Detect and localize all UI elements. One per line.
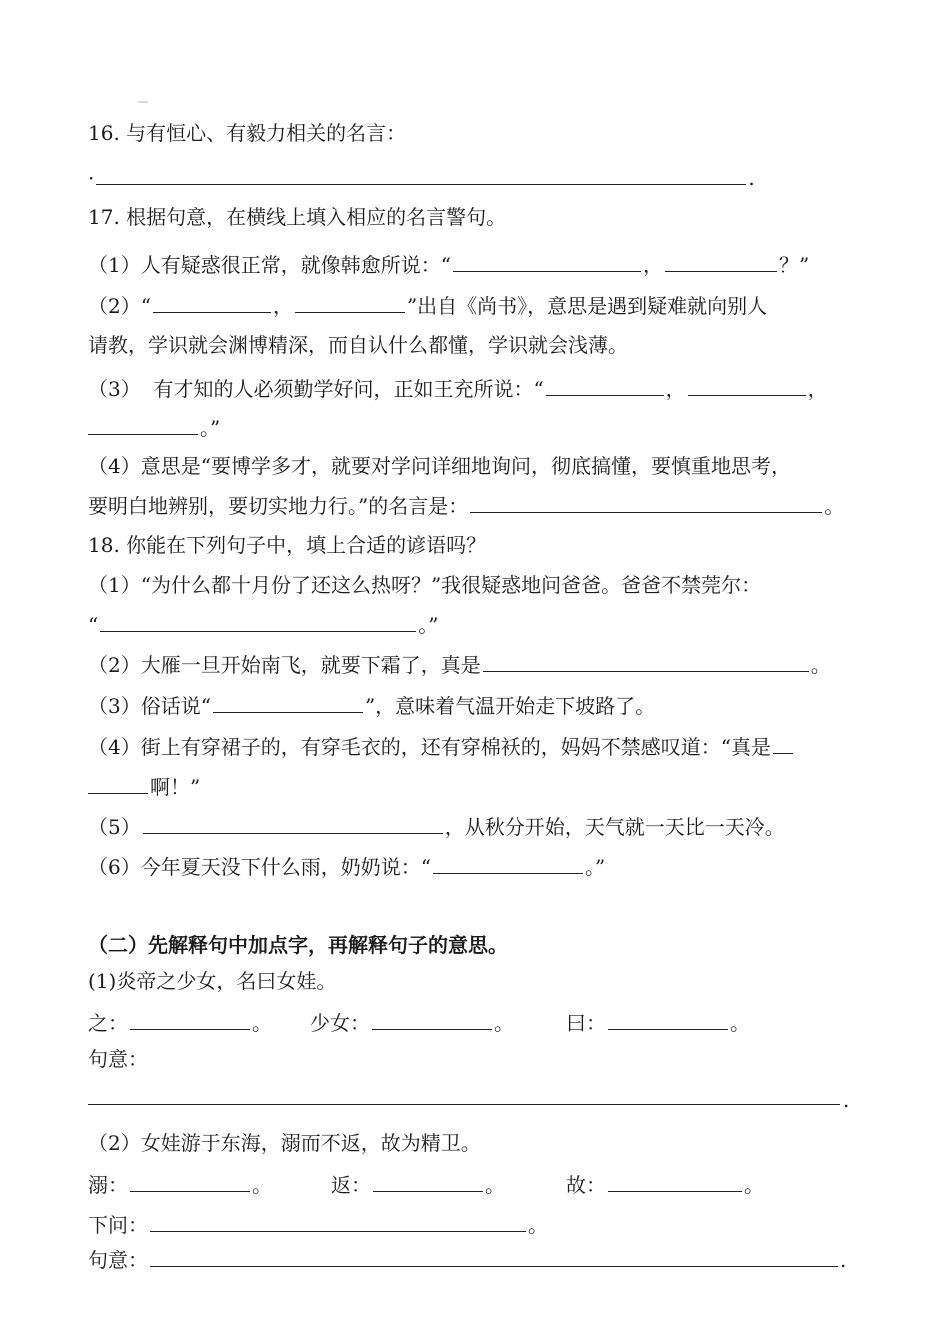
q17-p2-mid: ， (272, 294, 293, 318)
q18-p1-post: 。” (418, 613, 439, 637)
q18-p3 (88, 690, 890, 721)
q17-p3 (88, 373, 890, 404)
s2-word-end: 。 (485, 1173, 505, 1197)
s2-meaning-blank[interactable] (150, 1244, 838, 1267)
s2-word-label: 故： (566, 1173, 606, 1197)
s2-meaning-end: . (840, 1248, 847, 1272)
q18-p2-blank[interactable] (483, 649, 809, 672)
q17-p1-mid: ， (642, 253, 663, 277)
s1-meaning-blank[interactable] (88, 1104, 840, 1105)
s1-word-label: 之： (88, 1011, 128, 1035)
s1-word-blank[interactable] (372, 1007, 492, 1030)
q17-p2-blank-2[interactable] (295, 290, 405, 313)
s1-word-end: 。 (494, 1011, 514, 1035)
section2-title: （二）先解释句中加点字，再解释句子的意思。 (88, 933, 508, 957)
q16-tail: . (748, 166, 755, 190)
q18-p4-line2 (88, 771, 890, 802)
q17-p3-line2-post: 。” (200, 416, 221, 440)
s1-meaning-label: 句意： (88, 1047, 148, 1071)
s2-question-blank[interactable] (150, 1209, 526, 1232)
s2-word-blank[interactable] (130, 1169, 250, 1192)
q18-p5-post: ，从秋分开始，天气就一天比一天冷。 (444, 815, 785, 839)
q16-title: 16. 与有恒心、有毅力相关的名言： (88, 121, 407, 145)
s2-word-end: 。 (252, 1173, 272, 1197)
q17-p2-blank-1[interactable] (153, 290, 271, 313)
q18-p2-pre: （2）大雁一旦开始南飞，就要下霜了，真是 (88, 653, 481, 677)
q17-p2-post: ”出自《尚书》，意思是遇到疑难就向别人 (406, 294, 768, 318)
q17-p1-post: ？” (778, 253, 810, 277)
q18-p3-blank[interactable] (213, 690, 363, 713)
q18-p5 (88, 811, 890, 842)
q18-p6-blank[interactable] (433, 851, 583, 874)
s1-meaning-end: . (843, 1088, 850, 1112)
s2-question (88, 1209, 890, 1240)
s2-meaning (88, 1244, 890, 1275)
s2-word-label: 返： (331, 1173, 371, 1197)
q17-p1-blank-1[interactable] (453, 249, 641, 272)
q17-p3-line2 (88, 412, 890, 443)
q17-p2-pre: （2）“ (88, 294, 151, 318)
q18-p4-line2-post: 啊！” (150, 775, 201, 799)
q18-p4-blank-a[interactable] (773, 731, 793, 754)
q17-p3-mid: ， (665, 377, 686, 401)
q18-title: 18. 你能在下列句子中，填上合适的谚语吗？ (88, 533, 487, 557)
q18-p5-blank[interactable] (143, 811, 443, 834)
q18-p1: （1）“为什么都十月份了还这么热呀？”我很疑惑地问爸爸。爸爸不禁莞尔： (88, 573, 762, 597)
q17-p3-blank-1[interactable] (546, 373, 664, 396)
q17-p4-line2-pre: 要明白地辨别，要切实地力行。”的名言是： (88, 494, 469, 518)
q17-p1-pre: （1）人有疑惑很正常，就像韩愈所说：“ (88, 253, 451, 277)
s1-word-end: 。 (252, 1011, 272, 1035)
s2-sentence: （2）女娃游于东海，溺而不返，故为精卫。 (88, 1131, 481, 1155)
s2-meaning-label: 句意： (88, 1248, 148, 1272)
q18-p2 (88, 649, 890, 680)
q18-p3-post: ”，意味着气温开始走下坡路了。 (364, 694, 656, 718)
q17-p1-blank-2[interactable] (665, 249, 777, 272)
q18-p6-post: 。” (584, 855, 606, 879)
q17-p3-post: ， (807, 377, 828, 401)
q17-p4: （4）意思是“要博学多才，就要对学问详细地询问，彻底搞懂，要慎重地思考， (88, 454, 791, 478)
s1-word-label: 曰： (566, 1011, 606, 1035)
s2-question-label: 下问： (88, 1213, 148, 1237)
q17-p2 (88, 290, 890, 321)
q18-p4-blank-b[interactable] (88, 771, 148, 794)
s2-word-label: 溺： (88, 1173, 128, 1197)
q18-p2-post: 。 (810, 653, 831, 677)
scan-artifact (138, 101, 148, 103)
s1-word-blank[interactable] (130, 1007, 250, 1030)
q18-p6-pre: （6）今年夏天没下什么雨，奶奶说：“ (88, 855, 431, 879)
q16-answer-line (88, 162, 890, 193)
q17-title: 17. 根据句意，在横线上填入相应的名言警句。 (88, 205, 507, 229)
q18-p4-line1: （4）街上有穿裙子的，有穿毛衣的，还有穿棉袄的，妈妈不禁感叹道：“真是 (88, 735, 771, 759)
q17-p3-pre: （3） 有才知的人必须勤学好问，正如王充所说：“ (88, 377, 544, 401)
q18-p1-blank[interactable] (100, 609, 416, 632)
q18-p4 (88, 731, 890, 762)
q17-p3-blank-2[interactable] (688, 373, 806, 396)
s2-question-end: 。 (528, 1213, 548, 1237)
q17-p4-blank[interactable] (470, 490, 822, 513)
s2-word-blank[interactable] (608, 1169, 742, 1192)
s2-word-end: 。 (744, 1173, 764, 1197)
s1-word-end: 。 (730, 1011, 750, 1035)
q16-lead: · (88, 166, 95, 190)
q18-p6 (88, 851, 890, 882)
s1-sentence: (1)炎帝之少女，名曰女娃。 (88, 969, 337, 993)
q17-p1 (88, 249, 890, 280)
q17-p3-blank-3[interactable] (88, 412, 198, 435)
q16-blank[interactable] (96, 162, 746, 185)
q18-p3-pre: （3）俗话说“ (88, 694, 211, 718)
q17-p2-line2: 请教，学识就会渊博精深，而自认什么都懂，学识就会浅薄。 (88, 333, 628, 357)
q18-p5-pre: （5） (88, 815, 141, 839)
s2-word-blank[interactable] (373, 1169, 483, 1192)
q18-p1-pre: “ (88, 613, 99, 637)
q18-p1-line2 (88, 609, 890, 640)
q17-p4-line2-post: 。 (824, 494, 845, 518)
q17-p4-line2 (88, 490, 890, 521)
s1-word-label: 少女： (310, 1011, 370, 1035)
s1-word-blank[interactable] (608, 1007, 728, 1030)
